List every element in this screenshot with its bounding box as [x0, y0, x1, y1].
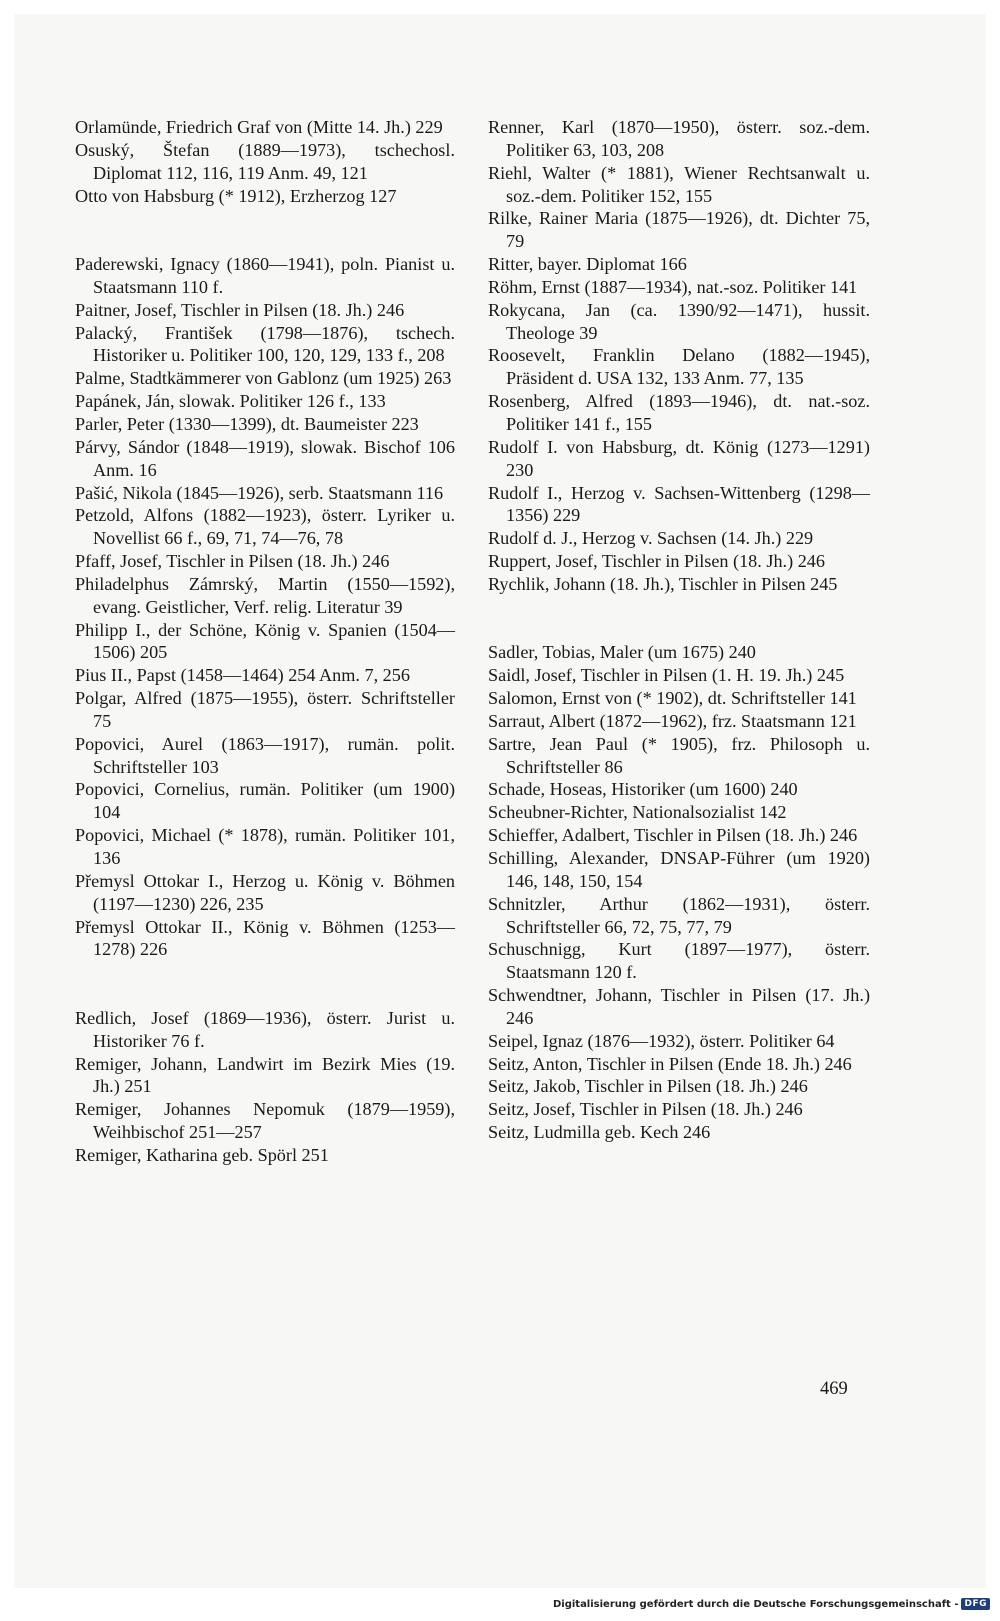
- index-entry: Schuschnigg, Kurt (1897—1977), österr. Staatsmann 120 f.: [488, 939, 870, 983]
- index-entry: Riehl, Walter (* 1881), Wiener Rechtsanwalt u. soz.-dem. Politiker 152, 155: [488, 162, 870, 206]
- index-entry: Palacký, František (1798—1876), tschech. Historiker u. Politiker 100, 120, 129, 133 f., 208: [75, 322, 455, 366]
- index-entry: Polgar, Alfred (1875—1955), österr. Schriftsteller 75: [75, 688, 455, 731]
- index-entry: Popovici, Michael (* 1878), rumän. Politiker 101, 136: [75, 825, 455, 868]
- index-entry: Ruppert, Josef, Tischler in Pilsen (18. Jh.) 246: [488, 551, 825, 572]
- index-entry: Philipp I., der Schöne, König v. Spanien (1504—1506) 205: [75, 619, 455, 663]
- index-entry: Seitz, Anton, Tischler in Pilsen (Ende 18. Jh.) 246: [488, 1053, 852, 1074]
- index-entry: Schade, Hoseas, Historiker (um 1600) 240: [488, 779, 798, 800]
- index-entry: Sartre, Jean Paul (* 1905), frz. Philosoph u. Schriftsteller 86: [488, 733, 870, 777]
- index-entry: Sarraut, Albert (1872—1962), frz. Staatsmann 121: [488, 710, 857, 731]
- index-entry: Sadler, Tobias, Maler (um 1675) 240: [488, 642, 756, 663]
- index-entry: Seipel, Ignaz (1876—1932), österr. Politiker 64: [488, 1030, 835, 1051]
- index-entry: Parler, Peter (1330—1399), dt. Baumeister 223: [75, 413, 419, 434]
- index-entry: Roosevelt, Franklin Delano (1882—1945), Präsident d. USA 132, 133 Anm. 77, 135: [488, 345, 870, 389]
- index-entry: Schnitzler, Arthur (1862—1931), österr. Schriftsteller 66, 72, 75, 77, 79: [488, 893, 870, 937]
- index-entry: Saidl, Josef, Tischler in Pilsen (1. H. 19. Jh.) 245: [488, 665, 845, 686]
- index-entry: Paderewski, Ignacy (1860—1941), poln. Pianist u. Staatsmann 110 f.: [75, 254, 455, 297]
- index-entry: Orlamünde, Friedrich Graf von (Mitte 14. Jh.) 229: [75, 117, 443, 137]
- index-entry: Rudolf I. von Habsburg, dt. König (1273—1291) 230: [488, 436, 870, 480]
- index-entry: Rudolf d. J., Herzog v. Sachsen (14. Jh.) 229: [488, 528, 814, 549]
- index-entry: Schilling, Alexander, DNSAP-Führer (um 1920) 146, 148, 150, 154: [488, 848, 870, 891]
- index-entry: Renner, Karl (1870—1950), österr. soz.-dem. Politiker 63, 103, 208: [488, 117, 870, 160]
- index-entry: Osuský, Štefan (1889—1973), tschechosl. Diplomat 112, 116, 119 Anm. 49, 121: [75, 139, 455, 183]
- page-number: 469: [820, 1379, 848, 1399]
- letter-section-gap: [488, 596, 870, 642]
- index-entry: Remiger, Johannes Nepomuk (1879—1959), Weihbischof 251—257: [75, 1099, 455, 1143]
- footer-text: Digitalisierung gefördert durch die Deutsche Forschungsgemeinschaft -: [552, 1598, 959, 1610]
- index-entry: Párvy, Sándor (1848—1919), slowak. Bischof 106 Anm. 16: [75, 436, 455, 480]
- index-entry: Schwendtner, Johann, Tischler in Pilsen (17. Jh.) 246: [488, 985, 870, 1028]
- index-entry: Popovici, Cornelius, rumän. Politiker (um 1900) 104: [75, 779, 455, 823]
- index-entry: Rudolf I., Herzog v. Sachsen-Wittenberg (1298—1356) 229: [488, 482, 870, 526]
- dfg-logo: DFG: [961, 1598, 990, 1610]
- index-entry: Remiger, Johann, Landwirt im Bezirk Mies (19. Jh.) 251: [75, 1053, 455, 1097]
- index-entry: Rosenberg, Alfred (1893—1946), dt. nat.-soz. Politiker 141 f., 155: [488, 391, 870, 434]
- index-entry: Seitz, Jakob, Tischler in Pilsen (18. Jh.) 246: [488, 1076, 808, 1097]
- index-entry: Otto von Habsburg (* 1912), Erzherzog 127: [75, 185, 397, 206]
- index-entry: Pius II., Papst (1458—1464) 254 Anm. 7, 256: [75, 665, 410, 686]
- index-entry: Seitz, Josef, Tischler in Pilsen (18. Jh.) 246: [488, 1099, 803, 1120]
- index-entry: Ritter, bayer. Diplomat 166: [488, 254, 687, 275]
- index-entry: Paitner, Josef, Tischler in Pilsen (18. Jh.) 246: [75, 299, 405, 320]
- index-entry: Přemysl Ottokar II., König v. Böhmen (1253—1278) 226: [75, 916, 455, 960]
- index-entry: Rokycana, Jan (ca. 1390/92—1471), hussit. Theologe 39: [488, 299, 870, 343]
- index-entry: Rychlik, Johann (18. Jh.), Tischler in Pilsen 245: [488, 573, 838, 594]
- index-entry: Palme, Stadtkämmerer von Gablonz (um 1925) 263: [75, 368, 452, 389]
- index-entry: Scheubner-Richter, Nationalsozialist 142: [488, 802, 787, 823]
- index-entry: Přemysl Ottokar I., Herzog u. König v. Böhmen (1197—1230) 226, 235: [75, 870, 455, 914]
- letter-section-gap: [75, 961, 455, 1007]
- index-entry: Schieffer, Adalbert, Tischler in Pilsen (18. Jh.) 246: [488, 825, 858, 846]
- letter-section-gap: [75, 207, 455, 253]
- index-entry: Petzold, Alfons (1882—1923), österr. Lyriker u. Novellist 66 f., 69, 71, 74—76, 78: [75, 505, 455, 549]
- index-entry: Philadelphus Zámrský, Martin (1550—1592), evang. Geistlicher, Verf. relig. Literatur 39: [75, 573, 455, 617]
- index-entry: Rilke, Rainer Maria (1875—1926), dt. Dichter 75, 79: [488, 208, 870, 252]
- index-entry: Papánek, Ján, slowak. Politiker 126 f., 133: [75, 391, 386, 412]
- index-entry: Redlich, Josef (1869—1936), österr. Jurist u. Historiker 76 f.: [75, 1007, 455, 1051]
- digitization-footer: [553, 1598, 990, 1610]
- index-entry: Remiger, Katharina geb. Spörl 251: [75, 1144, 329, 1165]
- index-entry: Popovici, Aurel (1863—1917), rumän. polit. Schriftsteller 103: [75, 733, 455, 777]
- index-entry: Röhm, Ernst (1887—1934), nat.-soz. Politiker 141: [488, 276, 858, 297]
- index-entry: Pfaff, Josef, Tischler in Pilsen (18. Jh.) 246: [75, 551, 390, 572]
- index-column-right: [488, 116, 870, 1144]
- index-entry: Pašić, Nikola (1845—1926), serb. Staatsmann 116: [75, 482, 444, 503]
- index-entry: Seitz, Ludmilla geb. Kech 246: [488, 1122, 711, 1143]
- index-column-left: [75, 116, 455, 1167]
- index-entry: Salomon, Ernst von (* 1902), dt. Schriftsteller 141: [488, 688, 857, 709]
